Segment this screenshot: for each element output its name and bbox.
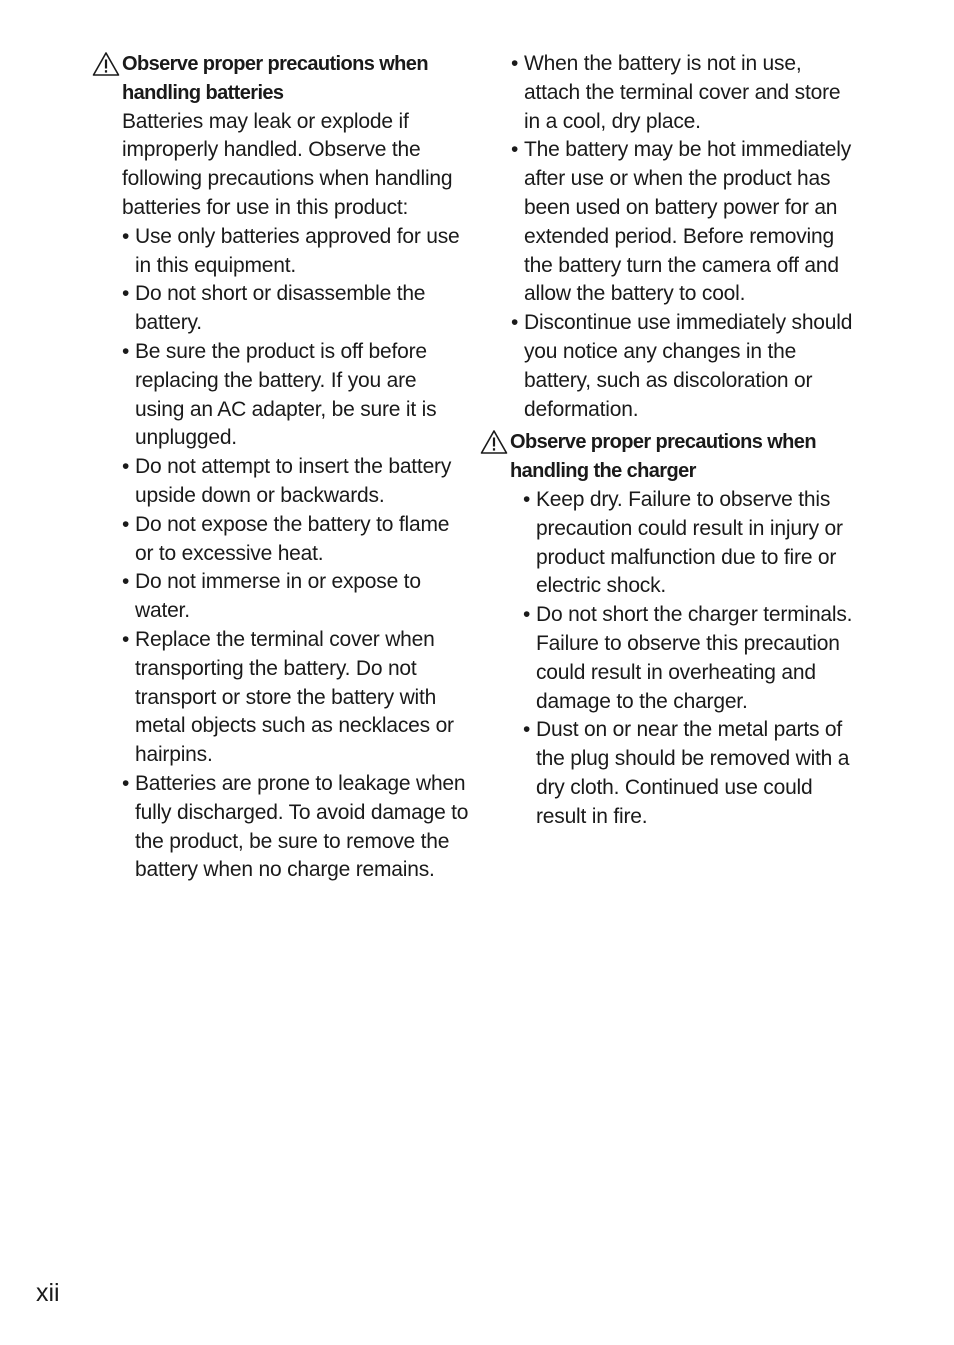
bullet: • — [523, 487, 531, 511]
list-item-text: Do not expose the battery to flame or to excessive heat. — [135, 512, 450, 565]
list-item — [523, 716, 858, 831]
bullet: • — [523, 603, 531, 627]
bullet: • — [122, 282, 130, 306]
list-item-text: Do not short or disassemble the battery. — [135, 282, 426, 335]
list-item — [122, 223, 470, 281]
warning-triangle-icon — [480, 429, 508, 455]
list-item-text: Be sure the product is off before replacing the battery. If you are using an AC adapter, be sure it is unplugged. — [135, 339, 437, 450]
list-item-text: Do not short the charger terminals. Failure to observe this precaution could result in overheating and damage to the charger. — [536, 603, 853, 713]
list-item-text: When the battery is not in use, attach the terminal cover and store in a cool, dry place. — [524, 52, 841, 133]
bullet: • — [122, 771, 130, 795]
list-item — [511, 309, 858, 424]
battery-precaution-list-continued — [478, 50, 858, 424]
bullet: • — [523, 718, 531, 742]
bullet: • — [511, 311, 519, 335]
list-item-text: Use only batteries approved for use in this equipment. — [135, 224, 460, 277]
warning-triangle-icon — [92, 51, 120, 77]
list-item-text: Dust on or near the metal parts of the plug should be removed with a dry cloth. Continued use could result in fire. — [536, 718, 850, 828]
charger-precautions-heading — [478, 428, 858, 486]
bullet: • — [122, 627, 130, 651]
list-item — [122, 511, 470, 569]
list-item-text: The battery may be hot immediately after use or when the product has been used on battery power for an extended period. Before removing the battery turn the camera off and allow the battery to cool. — [524, 138, 852, 306]
list-item-text: Do not attempt to insert the battery upside down or backwards. — [135, 455, 452, 507]
bullet: • — [122, 339, 130, 363]
bullet: • — [511, 138, 519, 162]
list-item — [511, 50, 858, 136]
bullet: • — [122, 512, 130, 536]
charger-precaution-list — [478, 486, 858, 832]
list-item — [511, 136, 858, 309]
list-item-text: Replace the terminal cover when transporting the battery. Do not transport or store the battery with metal objects such as necklaces or hairpins. — [135, 627, 454, 767]
left-column — [90, 50, 470, 891]
bullet: • — [122, 224, 130, 248]
heading-line-2: handling the charger — [510, 460, 696, 483]
list-item — [122, 568, 470, 626]
right-column — [478, 50, 858, 838]
battery-precautions-section — [90, 50, 470, 885]
charger-precautions-section — [478, 428, 858, 831]
bullet: • — [122, 455, 130, 479]
list-item — [122, 770, 470, 885]
bullet: • — [511, 52, 519, 75]
battery-intro-text: Batteries may leak or explode if improperly handled. Observe the following precautions when handling batteries for use in this product: — [122, 109, 453, 219]
heading-line-1: Observe proper precautions when — [510, 431, 816, 454]
list-item-text: Batteries are prone to leakage when fully discharged. To avoid damage to the product, be sure to remove the battery when no charge remains. — [135, 771, 469, 882]
page-number: xii — [36, 1279, 60, 1307]
list-item — [523, 486, 858, 601]
list-item — [122, 280, 470, 338]
list-item-text: Discontinue use immediately should you notice any changes in the battery, such as discoloration or deformation. — [524, 311, 853, 421]
heading-line-1: Observe proper precautions when — [122, 53, 428, 75]
list-item-text: Do not immerse in or expose to water. — [135, 570, 421, 623]
list-item — [122, 338, 470, 453]
battery-precautions-heading — [90, 50, 470, 108]
list-item-text: Keep dry. Failure to observe this precaution could result in injury or product malfunction due to fire or electric shock. — [536, 487, 843, 598]
heading-line-2: handling batteries — [122, 81, 284, 104]
list-item — [523, 601, 858, 716]
list-item — [122, 453, 470, 511]
bullet: • — [122, 570, 130, 594]
list-item — [122, 626, 470, 770]
battery-precaution-list — [90, 223, 470, 885]
